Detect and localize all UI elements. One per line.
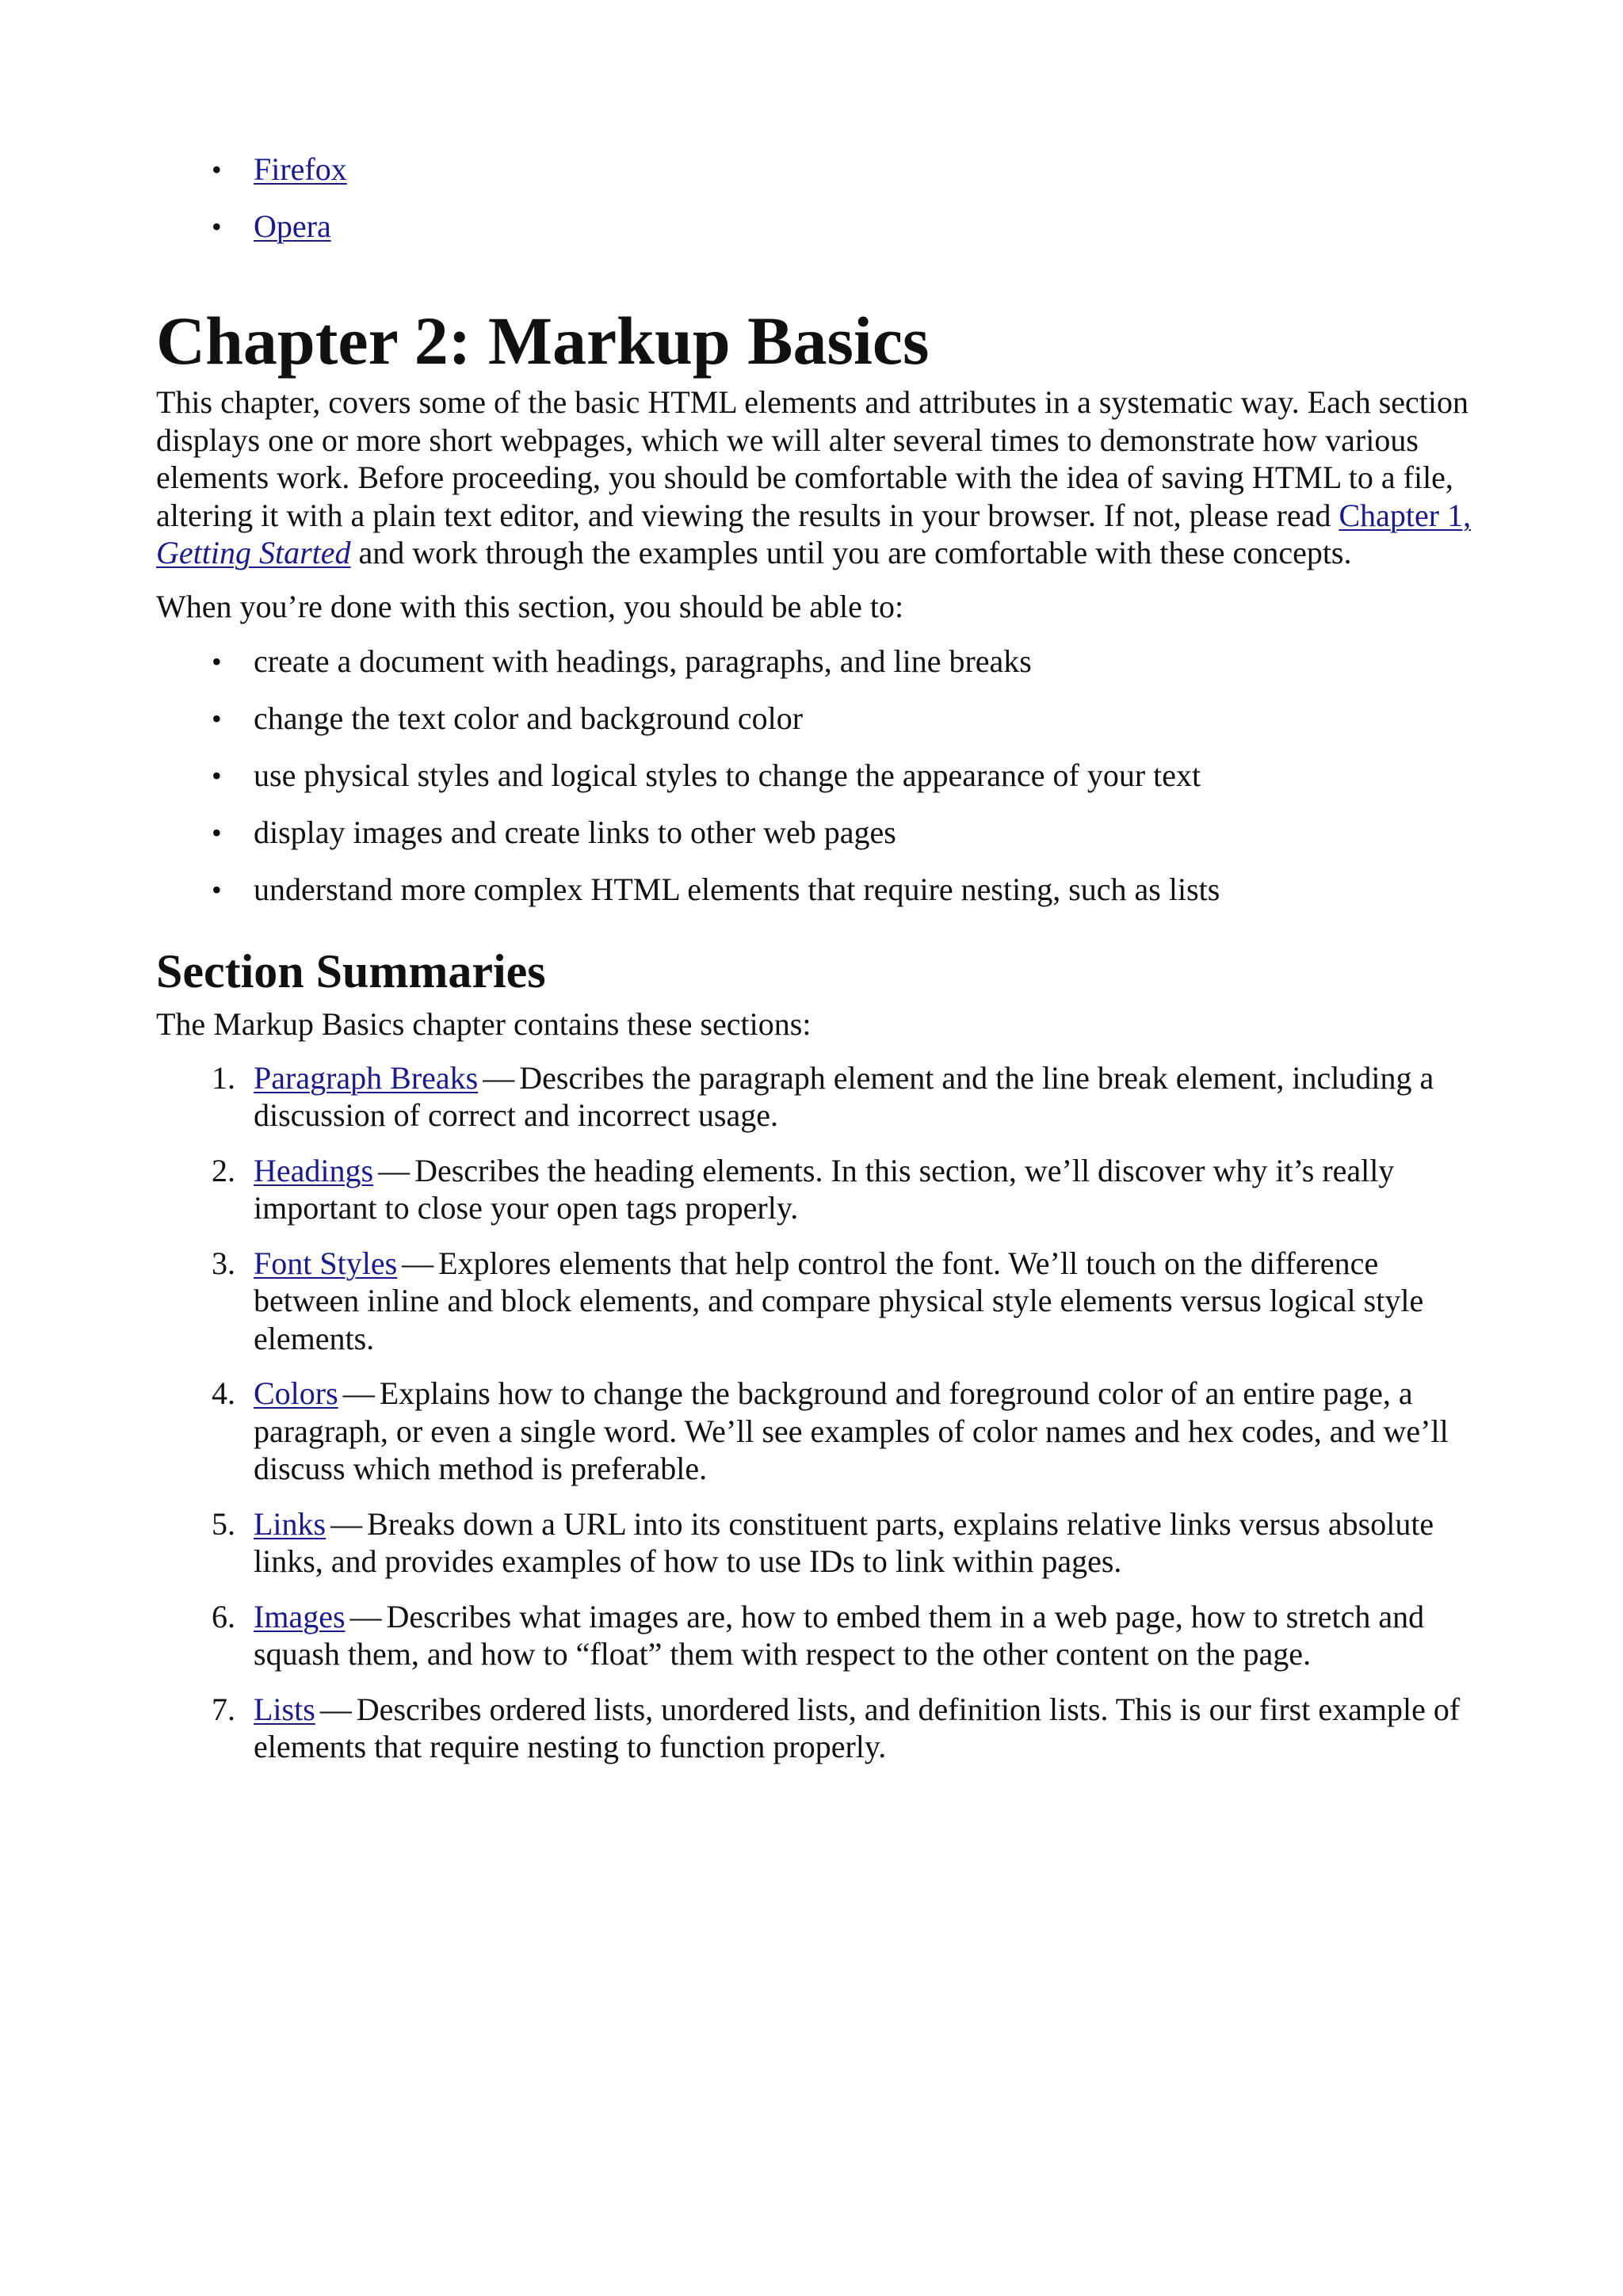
intro-text-end: and work through the examples until you are comfortable with these concepts. — [350, 535, 1352, 570]
summary-text: Describes what images are, how to embed them in a web page, how to stretch and squash them, and how to “float” them with respect to the other content on the page. — [254, 1598, 1425, 1672]
em-dash: — — [349, 1598, 382, 1634]
list-item — [156, 814, 1487, 852]
summary-text: Breaks down a URL into its constituent parts, explains relative links versus absolute links, and provides examples of how to use IDs to link within pages. — [254, 1505, 1434, 1579]
list-item — [156, 1598, 1487, 1673]
item-number: 4. — [212, 1375, 235, 1411]
bullet-icon: • — [212, 211, 222, 242]
goals-list — [156, 643, 1487, 909]
summary-text: Explores elements that help control the font. We’ll touch on the difference between inline and block elements, and compare physical style elements versus logical style elements. — [254, 1245, 1424, 1356]
document-page — [156, 151, 1487, 1783]
em-dash: — — [402, 1245, 434, 1281]
goal-text: display images and create links to other web pages — [254, 814, 896, 850]
paragraph-breaks-link[interactable]: Paragraph Breaks — [254, 1059, 479, 1096]
list-item — [156, 208, 1487, 246]
list-item — [156, 151, 1487, 189]
goal-text: create a document with headings, paragraphs, and line breaks — [254, 643, 1032, 679]
headings-link[interactable]: Headings — [254, 1152, 374, 1188]
item-number: 2. — [212, 1152, 235, 1188]
bullet-icon: • — [212, 646, 222, 677]
list-item — [156, 643, 1487, 681]
summary-text: Describes the heading elements. In this section, we’ll discover why it’s really important to close your open tags properly. — [254, 1152, 1395, 1226]
list-item — [156, 1691, 1487, 1766]
images-link[interactable]: Images — [254, 1598, 346, 1634]
summary-text: Explains how to change the background and foreground color of an entire page, a paragraph, or even a single word. We’ll see examples of color names and hex codes, and we’ll discuss which method is preferable. — [254, 1375, 1449, 1486]
list-item — [156, 757, 1487, 795]
list-item — [156, 1375, 1487, 1488]
chapter-intro — [156, 383, 1487, 572]
item-number: 3. — [212, 1245, 235, 1281]
summaries-lead: The Markup Basics chapter contains these sections: — [156, 1006, 812, 1042]
browser-link-list — [156, 151, 1487, 246]
font-styles-link[interactable]: Font Styles — [254, 1245, 398, 1281]
list-item — [156, 1152, 1487, 1227]
summary-text: Describes ordered lists, unordered lists, and definition lists. This is our first example of elements that require nesting to function properly. — [254, 1691, 1461, 1764]
list-item — [156, 700, 1487, 738]
opera-link[interactable]: Opera — [254, 208, 331, 244]
section-summary-list — [156, 1059, 1487, 1766]
goal-text: use physical styles and logical styles to change the appearance of your text — [254, 757, 1201, 793]
summary-text: Describes the paragraph element and the line break element, including a discussion of correct and incorrect usage. — [254, 1059, 1434, 1133]
item-number: 1. — [212, 1059, 235, 1096]
em-dash: — — [342, 1375, 375, 1411]
item-number: 5. — [212, 1505, 235, 1542]
intro-text-start: This chapter, covers some of the basic HTML elements and attributes in a systematic way. Each section displays one or more short webpages, which we will alter several times to demonstrate how various elements work. Before proceeding, you should be comfortable with the idea of saving HTML to a file, altering it with a plain text editor, and viewing the results in your browser. If not, please read — [156, 384, 1469, 533]
list-item — [156, 1059, 1487, 1135]
item-number: 6. — [212, 1598, 235, 1634]
colors-link[interactable]: Colors — [254, 1375, 338, 1411]
lists-link[interactable]: Lists — [254, 1691, 315, 1727]
em-dash: — — [330, 1505, 363, 1542]
list-item — [156, 871, 1487, 909]
em-dash: — — [483, 1059, 515, 1096]
chapter-title: Chapter 2: Markup Basics — [156, 303, 930, 379]
chapter-1-link-prefix: Chapter 1, — [1338, 497, 1472, 533]
chapter-1-link-title: Getting Started — [156, 535, 351, 570]
list-item — [156, 1245, 1487, 1358]
goal-text: understand more complex HTML elements that require nesting, such as lists — [254, 871, 1220, 907]
section-summaries-heading: Section Summaries — [156, 945, 546, 997]
bullet-icon: • — [212, 154, 222, 185]
goal-text: change the text color and background color — [254, 700, 804, 736]
em-dash: — — [319, 1691, 352, 1727]
firefox-link[interactable]: Firefox — [254, 151, 347, 187]
goals-lead: When you’re done with this section, you should be able to: — [156, 588, 904, 624]
bullet-icon: • — [212, 874, 222, 906]
em-dash: — — [378, 1152, 411, 1188]
list-item — [156, 1505, 1487, 1581]
bullet-icon: • — [212, 760, 222, 791]
links-link[interactable]: Links — [254, 1505, 327, 1542]
bullet-icon: • — [212, 703, 222, 734]
item-number: 7. — [212, 1691, 235, 1727]
bullet-icon: • — [212, 817, 222, 849]
